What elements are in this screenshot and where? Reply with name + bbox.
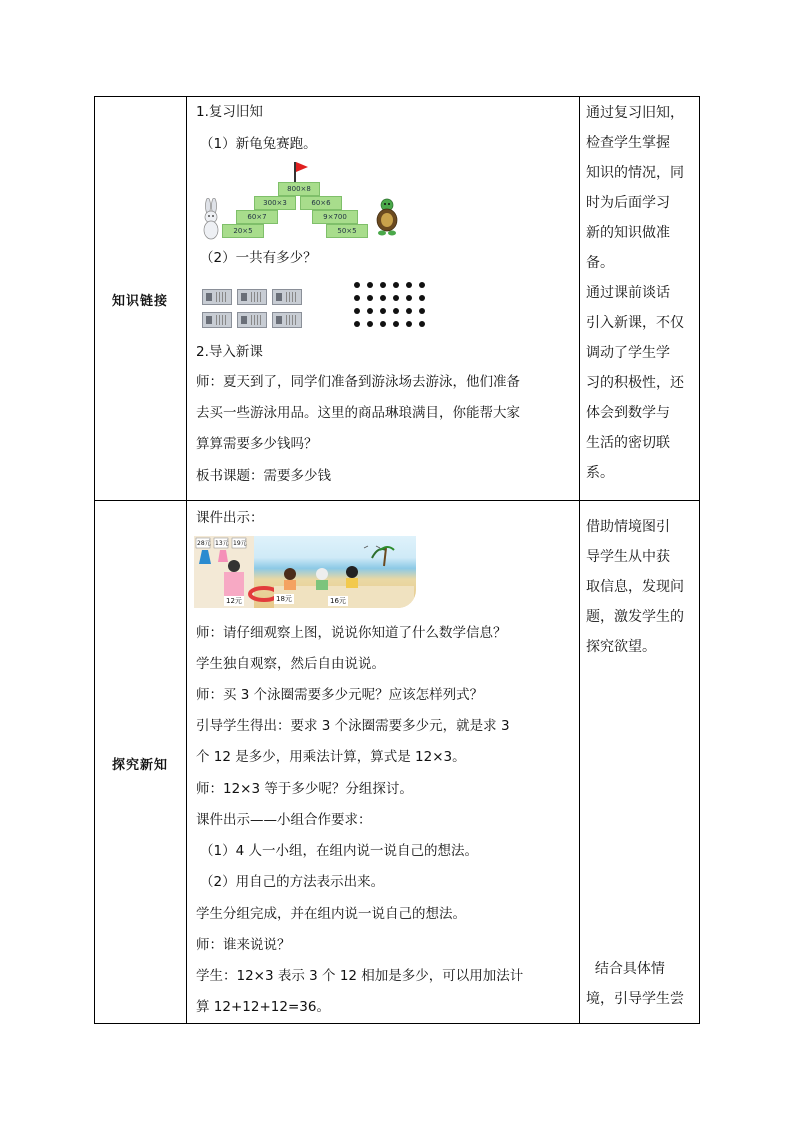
price-tag: 19元 (233, 540, 247, 547)
heading-review: 1.复习旧知 (196, 104, 263, 120)
body-line: 引导学生得出：要求 3 个泳圈需要多少元，就是求 3 (196, 718, 510, 734)
banknote-icon (237, 289, 267, 305)
note-line: 检查学生掌握 (586, 135, 670, 151)
beach-scene-image (194, 536, 416, 608)
para-line: 算算需要多少钱吗？ (196, 436, 318, 452)
body-line: 师：买 3 个泳圈需要多少元呢？应该怎样列式？ (196, 687, 484, 703)
banknote-icon (237, 312, 267, 328)
table-border-bottom (94, 1023, 700, 1024)
price-tag: 18元 (276, 595, 292, 603)
design-notes (586, 954, 694, 1014)
body-line: 师：谁来说说？ (196, 937, 291, 953)
dot (367, 295, 373, 301)
dot (354, 321, 360, 327)
design-notes (586, 512, 694, 662)
turtle-icon (374, 198, 400, 236)
note-line: 通过复习旧知， (586, 105, 684, 121)
price-tag: 13元 (215, 540, 229, 547)
heading-intro: 2.导入新课 (196, 344, 263, 360)
dot (419, 282, 425, 288)
pyramid-brick: 800×8 (278, 182, 320, 196)
body-line: 学生：12×3 表示 3 个 12 相加是多少，可以用加法计 (196, 968, 524, 984)
note-line: 借助情境图引 (586, 519, 670, 535)
dot (354, 282, 360, 288)
sub-race: （1）新龟兔赛跑。 (200, 136, 317, 152)
note-line: 取信息，发现问 (586, 579, 684, 595)
price-tag: 12元 (226, 597, 242, 605)
note-line: 探究欲望。 (586, 639, 656, 655)
banknote-icon (272, 289, 302, 305)
dot (419, 321, 425, 327)
note-line: 结合具体情 (586, 961, 665, 977)
dot (393, 282, 399, 288)
dot (419, 295, 425, 301)
flag-icon (296, 162, 308, 172)
dot (380, 308, 386, 314)
table-border-left (94, 96, 95, 1024)
sub-total: （2）一共有多少？ (200, 250, 317, 266)
dot (380, 282, 386, 288)
col-divider-1 (186, 96, 187, 1024)
note-line: 生活的密切联 (586, 435, 670, 451)
body-line: 师：请仔细观察上图，说说你知道了什么数学信息？ (196, 625, 507, 641)
price-tag: 16元 (330, 597, 346, 605)
lesson-table (94, 96, 700, 1024)
note-line: 题，激发学生的 (586, 609, 684, 625)
section-label: 探究新知 (111, 758, 168, 773)
dot (406, 308, 412, 314)
board-title: 板书课题：需要多少钱 (196, 468, 331, 484)
body-line: 师：12×3 等于多少呢？分组探讨。 (196, 781, 413, 797)
pyramid-brick: 60×6 (300, 196, 342, 210)
body-line: 算 12+12+12=36。 (196, 999, 330, 1015)
body-line: 个 12 是多少，用乘法计算，算式是 12×3。 (196, 749, 466, 765)
section-label: 知识链接 (111, 294, 168, 309)
race-pyramid (196, 160, 396, 240)
note-line: 导学生从中获 (586, 549, 670, 565)
note-line: 调动了学生学 (586, 345, 670, 361)
table-border-top (94, 96, 700, 97)
dot (380, 295, 386, 301)
para-line: 师：夏天到了，同学们准备到游泳场去游泳，他们准备 (196, 374, 520, 390)
pyramid-brick: 60×7 (236, 210, 278, 224)
note-line: 引入新课，不仅 (586, 315, 684, 331)
body-line: 课件出示——小组合作要求： (196, 812, 372, 828)
row-divider (94, 500, 700, 501)
col-divider-2 (579, 96, 580, 1024)
dot (406, 282, 412, 288)
para-line: 去买一些游泳用品。这里的商品琳琅满目，你能帮大家 (196, 405, 520, 421)
note-line: 时为后面学习 (586, 195, 670, 211)
dot (367, 282, 373, 288)
pyramid-brick: 9×700 (312, 210, 358, 224)
note-line: 新的知识做准 (586, 225, 670, 241)
note-line: 习的积极性，还 (586, 375, 684, 391)
banknote-icon (272, 312, 302, 328)
pyramid-brick: 50×5 (326, 224, 368, 238)
note-line: 系。 (586, 465, 614, 481)
dot (393, 321, 399, 327)
banknote-icon (202, 289, 232, 305)
note-line: 知识的情况，同 (586, 165, 684, 181)
dot (419, 308, 425, 314)
note-line: 备。 (586, 255, 614, 271)
dot (406, 295, 412, 301)
intro-text: 课件出示： (196, 510, 264, 526)
price-tag: 28元 (197, 540, 211, 547)
note-line: 境，引导学生尝 (586, 991, 684, 1007)
note-line: 通过课前谈话 (586, 285, 670, 301)
dot (393, 295, 399, 301)
table-border-right (699, 96, 700, 1024)
note-line: 体会到数学与 (586, 405, 670, 421)
rabbit-icon (198, 198, 224, 242)
dot (354, 308, 360, 314)
body-line: 学生独自观察，然后自由说说。 (196, 656, 385, 672)
dot (393, 308, 399, 314)
dot (380, 321, 386, 327)
pyramid-brick: 300×3 (254, 196, 296, 210)
body-line: 学生分组完成，并在组内说一说自己的想法。 (196, 906, 466, 922)
body-line: （2）用自己的方法表示出来。 (200, 874, 385, 890)
banknote-icon (202, 312, 232, 328)
pyramid-brick: 20×5 (222, 224, 264, 238)
dot (367, 308, 373, 314)
body-line: （1）4 人一小组，在组内说一说自己的想法。 (200, 843, 478, 859)
design-notes (586, 98, 694, 488)
dot (354, 295, 360, 301)
dot (406, 321, 412, 327)
dot (367, 321, 373, 327)
